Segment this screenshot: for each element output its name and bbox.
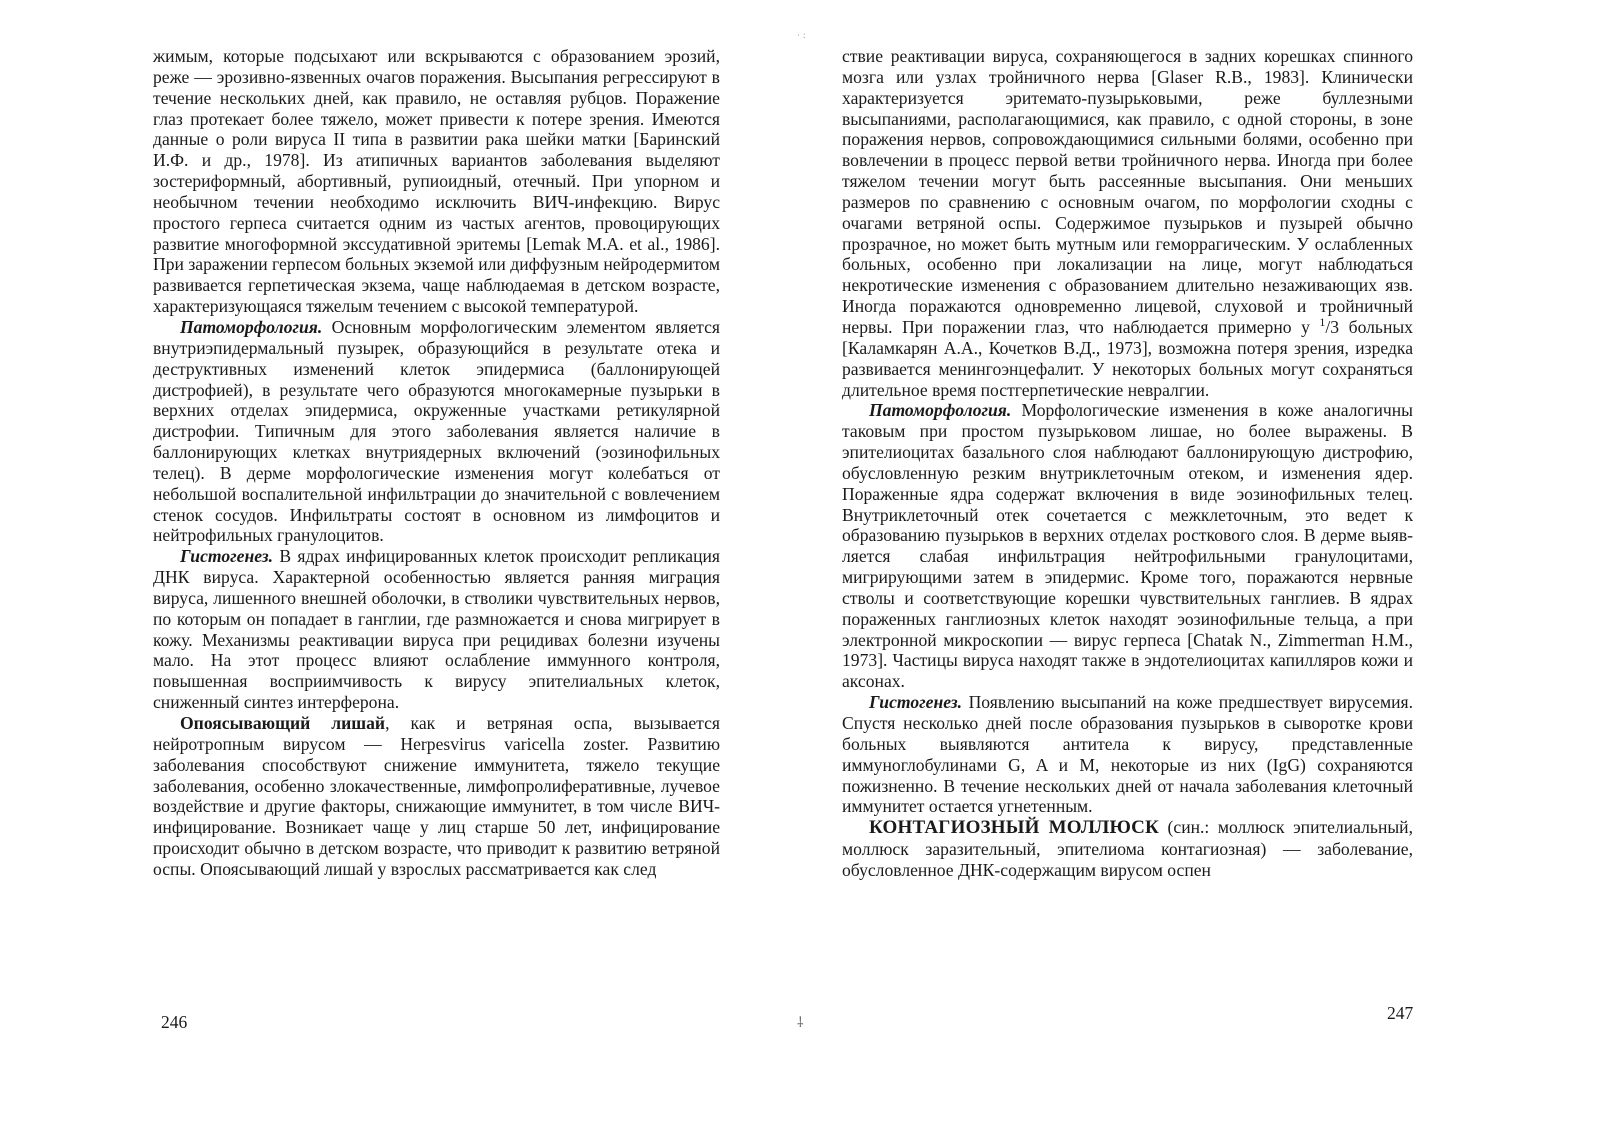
section-lead: Патоморфология. bbox=[180, 316, 323, 337]
paragraph-herpes-zoster: Опоясывающий лишай, как и ветряная оспа, вызывается нейротропным вирусом — Herpesvirus varicella zoster. Развитию заболевания способствуют снижение иммунитета, тяжело текущие заболевания, особенно злокачественные, лимфопролиферативные, лучевое воздействие и другие факторы, снижающие иммунитет, в том числе ВИЧ-инфицирование. Возникает чаще у лиц старше 50 лет, инфицирование происходит обычно в детском возрасте, что приводит к развитию ветряной оспы. Опоясывающий лишай у взрослых рассматривается как след bbox=[153, 713, 720, 879]
paragraph: ствие реактивации вируса, сохраняющегося в задних корешках спинного мозга или узлах тройничного нерва [Glaser R.B., 1983]. Клинически характеризуется эритемато-пузырьковыми, реже буллезными высыпаниями, располагающимися, как правило, с одной стороны, в зоне поражения нервов, сопровождающимися сильными болями, особенно при вовлечении в процесс первой ветви тройничного нерва. Иногда при более тяжелом течении могут быть рассеянные высыпания. Они меньших размеров по сравнению с основным очагом, по морфологии сходны с очагами ветряной оспы. Содержимое пузырьков и пузырей обычно прозрачное, но может быть мутным или геморрагическим. У ослабленных больных, особенно при локализации на лице, могут наблюдаться некротические изменения с образованием длительно незаживающих язв. Иногда поражаются одновременно лицевой, слуховой и тройничный нервы. При поражении глаз, что наблюдается примерно у $^1$/3 больных [Каламкарян А.А., Кочетков В.Д., 1973], возможна потеря зрения, изредка развивается менингоэнцефалит. У некоторых больных могут сохраняться длительное время постгерпетические невралгии. bbox=[842, 46, 1413, 400]
section-lead: Патоморфология. bbox=[869, 400, 1012, 421]
right-page-text bbox=[842, 46, 1413, 881]
fraction-numerator: 1 bbox=[1319, 314, 1326, 329]
left-page-text bbox=[153, 46, 720, 880]
paragraph: жимым, которые подсыхают или вскрываются с образованием эрозий, реже — эрозивно-язвенных очагов поражения. Высыпания регрессируют в течение нескольких дней, как правило, не оставляя рубцов. Поражение глаз протекает более тяжело, может привести к потере зрения. Имеются данные о роли вируса II типа в развитии рака шейки матки [Баринский И.Ф. и др., 1978]. Из атипичных вариантов заболевания выделяют зостериформный, абортивный, рупиоидный, отечный. При упорном и необычном течении необходимо исключить ВИЧ-инфекцию. Вирус простого герпеса считается одним из частых агентов, провоцирующих развитие многоформной экссудативной эритемы [Lemak M.A. et al., 1986]. При заражении герпесом больных экземой или диффузным нейродермитом развивается герпетическая экзема, чаще наблюдаемая в детском возрасте, характеризующаяся тяжелым течением с высокой температурой. bbox=[153, 46, 721, 317]
page-number-left: 246 bbox=[161, 1012, 188, 1032]
section-lead: Гистогенез. bbox=[869, 692, 963, 713]
gutter-marks-top: · : bbox=[797, 31, 806, 41]
paragraph-histogenesis: Гистогенез. В ядрах инфицированных клеток происходит репликация ДНК вируса. Характерной особенностью является ранняя миграция вируса, лишенного внешней оболочки, в стволики чувствительных нервов, по которым он попадает в ганглии, где размножается и снова мигрирует в кожу. Механизмы реактивации вируса при рецидивах болезни изучены мало. На этот процесс влияют ослабление иммунного контроля, повышенная восприимчивость к вирусу эпителиальных клеток, сниженный синтез интерферона. bbox=[153, 546, 720, 713]
page-number-right: 247 bbox=[1387, 1003, 1414, 1023]
paragraph-pathomorphology: Патоморфология. Морфологические изменения в коже аналогичны таковым при простом пузырьковом лишае, но более выражены. В эпителиоцитах базального слоя наблюдают баллонирующую дистрофию, обусловленную резким внутриклеточным отеком, и изменения ядер. Пораженные ядра содержат включения в виде эозинофильных телец. Внутриклеточный отек сочетается с межклеточным, это ведет к образованию пузырьков в верхних отделах росткового слоя. В дерме выявляется слабая инфильтрация нейтрофильными гранулоцитами, мигрирующими затем в эпидермис. Кроме того, поражаются нервные стволы и соответствующие корешки чувствительных ганглиев. В ядрах пораженных ганглиозных клеток находят эозинофильные тельца, а при электронной микроскопии — вирус герпеса [Chatak N., Zimmerman H.M., 1973]. Частицы вируса находят также в эндотелиоцитах капилляров кожи и аксонах. bbox=[842, 400, 1413, 692]
gutter-mark-bottom: ⸸ bbox=[797, 1015, 804, 1031]
term-heading: Опоясывающий лишай bbox=[180, 713, 386, 733]
paragraph-histogenesis: Гистогенез. Появлению высыпаний на коже предшествует вирусемия. Спустя несколько дней после образования пузырьков в сыворотке крови больных выявляются антитела к вирусу, представленные иммуноглобулинами G, A и M, некоторые из них (IgG) сохраняются пожизненно. В течение нескольких дней от начала заболевания клеточный иммунитет остается угнетенным. bbox=[842, 692, 1413, 817]
section-lead: Гистогенез. bbox=[180, 546, 274, 567]
paragraph-pathomorphology: Патоморфология. Основным морфологическим элементом является внутриэпидермальный пузырек, образующийся в результате отека и деструктивных изменений клеток эпидермиса (баллонирующей дистрофией), в результате чего образуются многокамерные пузырьки в верхних отделах эпидермиса, окруженные участками ретикулярной дистрофии. Типичным для этого заболевания является наличие в баллонирующих клетках внутриядерных включений (эозинофильных телец). В дерме морфологические изменения могут колебаться от небольшой воспалительной инфильтрации до значительной с вовлечением стенок сосудов. Инфильтраты состоят в основном из лимфоцитов и нейтрофильных гранулоцитов. bbox=[153, 316, 720, 546]
fraction-denominator: /3 bbox=[1325, 316, 1340, 337]
paragraph-molluscum: КОНТАГИОЗНЫЙ МОЛЛЮСК (син.: моллюск эпителиальный, моллюск заразительный, эпителиома контагиозная) — заболевание, обусловленное ДНК-содержащим вирусом оспен bbox=[842, 817, 1413, 880]
section-heading: КОНТАГИОЗНЫЙ МОЛЛЮСК bbox=[869, 817, 1160, 839]
